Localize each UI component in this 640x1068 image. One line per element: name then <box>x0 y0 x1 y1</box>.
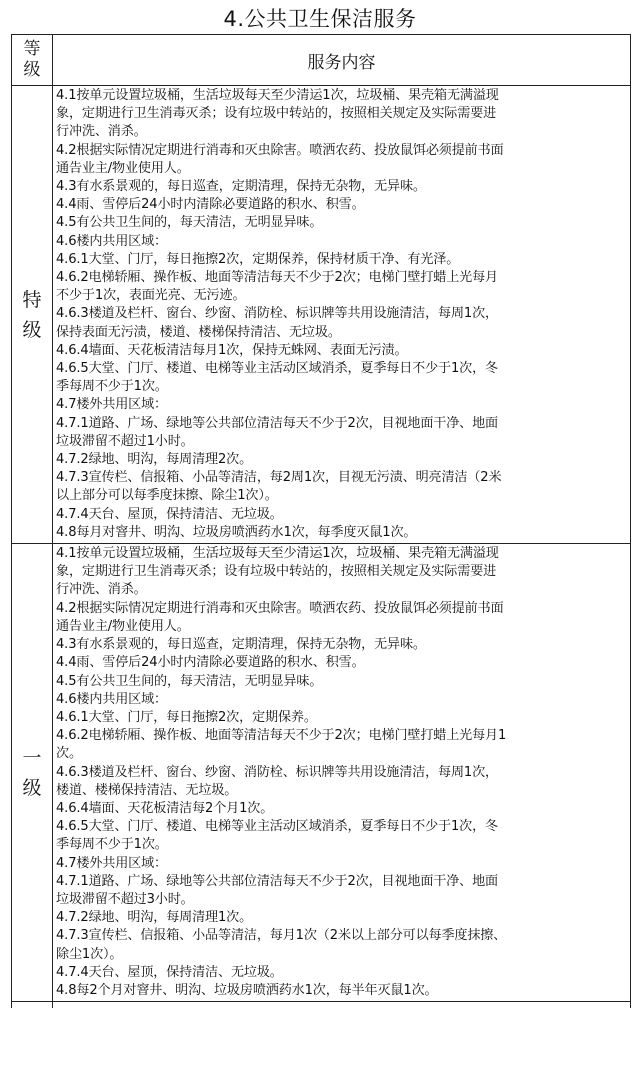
content-line: 4.7.1道路、广场、绿地等公共部位清洁每天不少于2次，目视地面干净、地面 <box>56 873 499 889</box>
content-line: 4.7.4天台、屋顶，保持清洁、无垃圾。 <box>56 506 283 522</box>
grade-column-header <box>12 35 53 86</box>
content-line: 不少于1次，表面光亮、无污迹。 <box>56 288 246 304</box>
content-line: 4.6.1大堂、门厅，每日拖擦2次，定期保养，保持材质干净、有光泽。 <box>56 251 460 267</box>
content-line: 4.8每2个月对窨井、明沟、垃圾房喷洒药水1次，每半年灭鼠1次。 <box>56 982 438 998</box>
content-line: 4.7.2绿地、明沟，每周清理2次。 <box>56 452 253 468</box>
content-line: 4.7.4天台、屋顶，保持清洁、无垃圾。 <box>56 964 283 980</box>
content-line: 除尘1次）。 <box>56 946 123 962</box>
content-line: 4.1按单元设置垃圾桶，生活垃圾每天至少清运1次，垃圾桶、果壳箱无满溢现 <box>56 88 499 103</box>
content-column-header: 服务内容 <box>53 35 631 86</box>
content-line: 4.7楼外共用区域： <box>56 855 167 871</box>
content-line: 4.6楼内共用区域： <box>56 691 167 707</box>
content-line: 4.6.3楼道及栏杆、窗台、纱窗、消防栓、标识牌等共用设施清洁，每周1次， <box>56 764 499 780</box>
content-line: 4.6楼内共用区域： <box>56 233 167 249</box>
content-line: 4.6.5大堂、门厅、楼道、电梯等业主活动区域消杀，夏季每日不少于1次，冬 <box>56 819 499 835</box>
content-line: 4.6.2电梯轿厢、操作板、地面等清洁每天不少于2次；电梯门壁打蜡上光每月1 <box>56 728 507 744</box>
content-line: 4.1按单元设置垃圾桶，生活垃圾每天至少清运1次，垃圾桶、果壳箱无满溢现 <box>56 546 499 562</box>
content-line: 4.4雨、雪停后24小时内清除必要道路的积水、积雪。 <box>56 197 365 213</box>
table-body <box>12 86 631 1009</box>
content-line: 4.7.2绿地、明沟，每周清理1次。 <box>56 910 253 926</box>
content-line: 4.6.1大堂、门厅，每日拖擦2次，定期保养。 <box>56 709 317 725</box>
content-line: 4.6.5大堂、门厅、楼道、电梯等业主活动区域消杀，夏季每日不少于1次，冬 <box>56 361 499 377</box>
table-row <box>12 544 631 1002</box>
content-line: 季每周不少于1次。 <box>56 837 168 853</box>
content-line: 4.7楼外共用区域： <box>56 397 167 413</box>
content-line: 4.3有水系景观的，每日巡查，定期清理，保持无杂物，无异味。 <box>56 179 426 195</box>
grade-cell <box>12 544 53 1002</box>
content-line: 4.5有公共卫生间的，每天清洁，无明显异味。 <box>56 215 323 231</box>
content-line: 通告业主/物业使用人。 <box>56 160 190 176</box>
content-line: 楼道、楼梯保持清洁、无垃圾。 <box>56 782 238 798</box>
content-line: 行冲洗、消杀。 <box>56 124 147 140</box>
content-line: 以上部分可以每季度抹擦、除尘1次）。 <box>56 488 278 504</box>
content-line: 4.7.3宣传栏、信报箱、小品等清洁，每2周1次，目视无污渍、明亮清洁（2米 <box>56 470 502 486</box>
service-table <box>11 34 631 1008</box>
content-line: 象，定期进行卫生消毒灭杀；设有垃圾中转站的，按照相关规定及实际需要进 <box>56 564 497 580</box>
content-line: 4.2根据实际情况定期进行消毒和灭虫除害。喷洒农药、投放鼠饵必须提前书面 <box>56 142 504 158</box>
content-cell <box>53 86 631 544</box>
grade-label: 一级 <box>22 746 42 799</box>
content-line: 4.4雨、雪停后24小时内清除必要道路的积水、积雪。 <box>56 655 365 671</box>
content-cell <box>53 1002 631 1009</box>
content-line: 4.6.3楼道及栏杆、窗台、纱窗、消防栓、标识牌等共用设施清洁，每周1次， <box>56 306 499 322</box>
grade-cell <box>12 1002 53 1009</box>
content-line: 通告业主/物业使用人。 <box>56 618 190 634</box>
content-line: 垃圾滞留不超过1小时。 <box>56 433 194 449</box>
table-header-row <box>12 35 631 86</box>
section-title: 4.公共卫生保洁服务 <box>223 7 417 31</box>
grade-header-text: 等级 <box>23 39 41 80</box>
content-line: 行冲洗、消杀。 <box>56 582 147 598</box>
grade-cell <box>12 86 53 544</box>
content-line: 4.7.1道路、广场、绿地等公共部位清洁每天不少于2次，目视地面干净、地面 <box>56 415 499 431</box>
content-line: 4.3有水系景观的，每日巡查，定期清理，保持无杂物，无异味。 <box>56 637 426 653</box>
table-row-cutoff <box>12 1002 631 1009</box>
content-line: 象，定期进行卫生消毒灭杀；设有垃圾中转站的，按照相关规定及实际需要进 <box>56 106 497 122</box>
content-line: 次。 <box>56 746 82 762</box>
content-line: 季每周不少于1次。 <box>56 379 168 395</box>
content-line: 4.2根据实际情况定期进行消毒和灭虫除害。喷洒农药、投放鼠饵必须提前书面 <box>56 600 504 616</box>
content-line: 4.5有公共卫生间的，每天清洁，无明显异味。 <box>56 673 323 689</box>
content-line: 4.6.4墙面、天花板清洁每月1次，保持无蛛网、表面无污渍。 <box>56 342 408 358</box>
content-line: 4.6.2电梯轿厢、操作板、地面等清洁每天不少于2次；电梯门壁打蜡上光每月 <box>56 270 499 286</box>
table-row <box>12 86 631 544</box>
content-line: 4.6.4墙面、天花板清洁每2个月1次。 <box>56 800 274 816</box>
content-line: 垃圾滞留不超过3小时。 <box>56 891 194 907</box>
grade-label: 特级 <box>22 288 42 341</box>
content-line: 4.8每月对窨井、明沟、垃圾房喷洒药水1次，每季度灭鼠1次。 <box>56 524 417 540</box>
content-cell <box>53 544 631 1002</box>
content-line: 4.7.3宣传栏、信报箱、小品等清洁，每月1次（2米以上部分可以每季度抹擦、 <box>56 928 507 944</box>
content-line: 保持表面无污渍，楼道、楼梯保持清洁、无垃圾。 <box>56 324 341 340</box>
